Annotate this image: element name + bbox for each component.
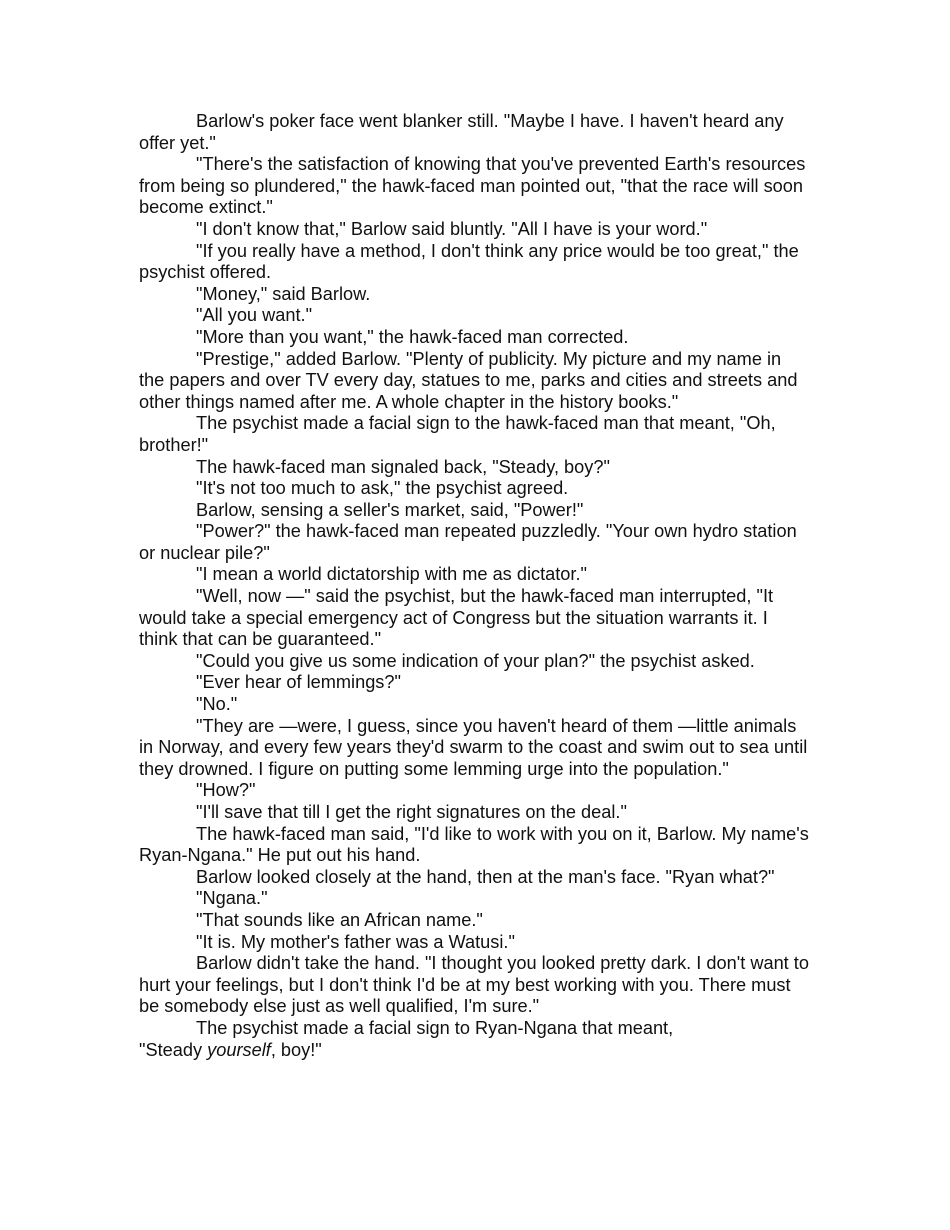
paragraph: "I'll save that till I get the right signatures on the deal." <box>196 802 627 822</box>
paragraph: "I mean a world dictatorship with me as dictator." <box>196 564 587 585</box>
paragraph: "Ever hear of lemmings?" <box>196 672 401 693</box>
closing-line-end: , boy!" <box>270 1039 322 1060</box>
closing-line <box>139 1040 811 1062</box>
paragraph: "It's not too much to ask," the psychist agreed. <box>196 478 569 499</box>
paragraph: "Ngana." <box>196 888 268 909</box>
paragraph: "Power?" the hawk-faced man repeated puzzledly. "Your own hydro station or nuclear pile?" <box>139 521 797 563</box>
paragraph: "They are —were, I guess, since you haven't heard of them —little animals in Norway, and every few years they'd swarm to the coast and swim out to sea until they drowned. I figure on putting some lemming urge into the population." <box>139 715 808 779</box>
paragraph: "Could you give us some indication of your plan?" the psychist asked. <box>196 650 755 671</box>
paragraph: "Prestige," added Barlow. "Plenty of publicity. My picture and my name in the papers and over TV every day, statues to me, parks and cities and streets and other things named after me. A whole chapter in the history books." <box>139 348 798 412</box>
document-page <box>139 111 811 1061</box>
paragraph: "There's the satisfaction of knowing that you've prevented Earth's resources from being so plundered," the hawk-faced man pointed out, "that the race will soon become extinct." <box>139 154 806 218</box>
paragraph: Barlow, sensing a seller's market, said, "Power!" <box>196 499 584 520</box>
paragraph: "How?" <box>196 780 256 801</box>
paragraph: The hawk-faced man said, "I'd like to work with you on it, Barlow. My name's Ryan-Ngana." He put out his hand. <box>139 823 809 866</box>
paragraph: "If you really have a method, I don't think any price would be too great," the psychist offered. <box>139 240 799 283</box>
paragraph: The psychist made a facial sign to Ryan-Ngana that meant, <box>196 1017 674 1038</box>
paragraph: Barlow didn't take the hand. "I thought you looked pretty dark. I don't want to hurt your feelings, but I don't think I'd be at my best working with you. There must be somebody else just as well qualified, I'm sure." <box>139 953 809 1017</box>
paragraph: "Well, now —" said the psychist, but the hawk-faced man interrupted, "It would take a special emergency act of Congress but the situation warrants it. I think that can be guaranteed." <box>139 586 774 650</box>
paragraph: Barlow looked closely at the hand, then at the man's face. "Ryan what?" <box>196 866 775 887</box>
paragraph: "Money," said Barlow. <box>196 283 371 304</box>
closing-line-start: "Steady <box>139 1039 208 1060</box>
paragraph: Barlow's poker face went blanker still. "Maybe I have. I haven't heard any offer yet." <box>139 111 784 153</box>
paragraph: "No." <box>196 694 238 715</box>
paragraph: "It is. My mother's father was a Watusi." <box>196 931 515 952</box>
emphasized-word: yourself <box>207 1039 271 1060</box>
paragraph: "That sounds like an African name." <box>196 909 483 930</box>
paragraph: "I don't know that," Barlow said bluntly. "All I have is your word." <box>196 218 708 239</box>
paragraph: The hawk-faced man signaled back, "Steady, boy?" <box>196 456 610 477</box>
paragraph: "More than you want," the hawk-faced man corrected. <box>196 326 629 347</box>
paragraph: The psychist made a facial sign to the hawk-faced man that meant, "Oh, brother!" <box>139 413 776 455</box>
paragraph: "All you want." <box>196 305 313 326</box>
